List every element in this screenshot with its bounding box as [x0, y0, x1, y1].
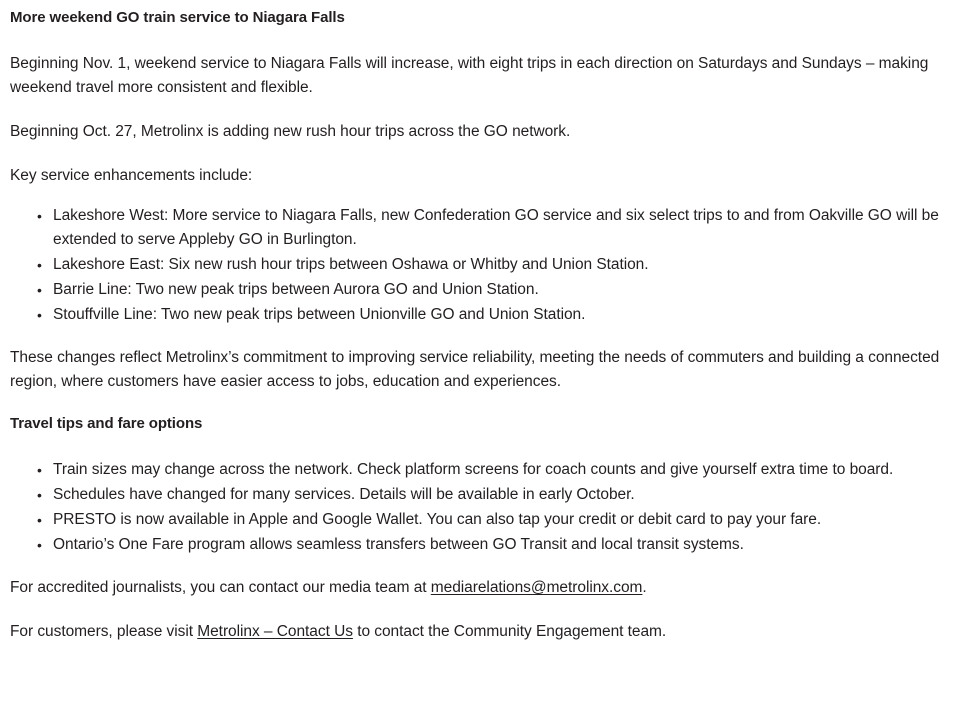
travel-tips-list	[10, 458, 947, 557]
section-heading-travel-tips: Travel tips and fare options	[10, 415, 203, 432]
metrolinx-contact-us-link[interactable]: Metrolinx – Contact Us	[197, 623, 353, 640]
spacer	[10, 606, 947, 620]
media-contact-suffix: .	[642, 579, 647, 596]
paragraph-rush-hour-trips: Beginning Oct. 27, Metrolinx is adding new rush hour trips across the GO network.	[10, 123, 571, 140]
paragraph-commitment: These changes reflect Metrolinx’s commitment to improving service reliability, meeting the needs of commuters and building a connected region, where customers have easier access to jobs, education and experiences.	[10, 349, 940, 390]
customer-contact-suffix: to contact the Community Engagement team.	[352, 623, 667, 640]
list-item: • Lakeshore West: More service to Niagara Falls, new Confederation GO service and six select trips to and from Oakville GO will be extended to serve Appleby GO in Burlington.	[37, 204, 947, 252]
list-item: • Lakeshore East: Six new rush hour trips between Oshawa or Whitby and Union Station.	[37, 253, 947, 277]
spacer	[10, 106, 947, 120]
paragraph-media-contact	[10, 576, 947, 600]
spacer	[10, 150, 947, 164]
list-item: • Schedules have changed for many services. Details will be available in early October.	[37, 483, 947, 507]
list-item: • Train sizes may change across the network. Check platform screens for coach counts and give yourself extra time to board.	[37, 458, 947, 482]
spacer	[10, 558, 947, 576]
section-heading-weekend-service: More weekend GO train service to Niagara Falls	[10, 9, 345, 26]
media-contact-prefix: For accredited journalists, you can contact our media team at	[10, 579, 431, 596]
customer-contact-prefix: For customers, please visit	[10, 623, 198, 640]
spacer	[10, 440, 947, 458]
media-email-link[interactable]: mediarelations@metrolinx.com	[430, 579, 643, 596]
spacer	[10, 194, 947, 204]
paragraph-customer-contact	[10, 620, 947, 644]
spacer	[10, 328, 947, 346]
spacer	[10, 400, 947, 414]
list-item: • Stouffville Line: Two new peak trips between Unionville GO and Union Station.	[37, 303, 947, 327]
paragraph-weekend-service: Beginning Nov. 1, weekend service to Niagara Falls will increase, with eight trips in each direction on Saturdays and Sundays – making weekend travel more consistent and flexible.	[10, 55, 929, 96]
spacer	[10, 34, 947, 52]
paragraph-key-enhancements-intro: Key service enhancements include:	[10, 167, 253, 184]
list-item: • Barrie Line: Two new peak trips between Aurora GO and Union Station.	[37, 278, 947, 302]
service-enhancements-list	[10, 204, 947, 327]
list-item: • PRESTO is now available in Apple and Google Wallet. You can also tap your credit or debit card to pay your fare.	[37, 508, 947, 532]
list-item: • Ontario’s One Fare program allows seamless transfers between GO Transit and local transit systems.	[37, 533, 947, 557]
